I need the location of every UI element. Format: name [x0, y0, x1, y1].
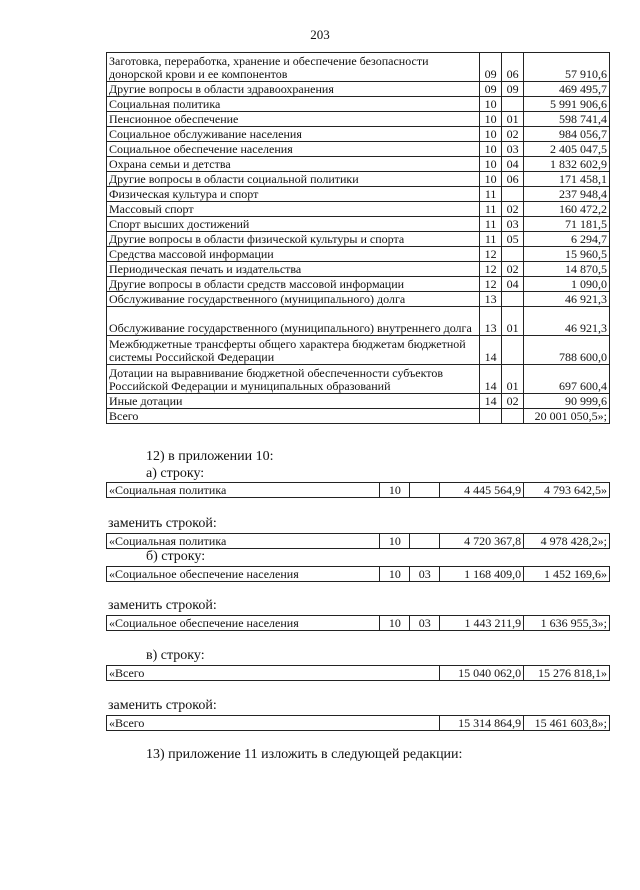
cell-sum: 598 741,4 [524, 112, 610, 127]
row-pr [410, 534, 440, 549]
table-row [107, 202, 610, 217]
cell-pr [502, 409, 524, 424]
row-rz: 10 [380, 483, 410, 498]
table-row [107, 53, 610, 82]
cell-sum: 15 960,5 [524, 247, 610, 262]
row-name: «Всего [107, 666, 440, 681]
row-value-2: 1 636 955,3»; [524, 616, 610, 631]
cell-rz: 12 [480, 277, 502, 292]
cell-rz: 10 [480, 172, 502, 187]
item-a-label: а) строку: [146, 466, 205, 481]
cell-name: Массовый спорт [107, 202, 480, 217]
cell-pr: 04 [502, 157, 524, 172]
table-row [107, 365, 610, 394]
cell-sum: 57 910,6 [524, 53, 610, 82]
row-pr [410, 483, 440, 498]
cell-name: Социальное обеспечение населения [107, 142, 480, 157]
cell-pr [502, 336, 524, 365]
cell-name: Периодическая печать и издательства [107, 262, 480, 277]
budget-table [106, 52, 610, 424]
cell-name: Межбюджетные трансферты общего характера бюджетам бюджетной системы Российской Федерации [107, 336, 480, 365]
cell-rz: 09 [480, 53, 502, 82]
cell-pr: 04 [502, 277, 524, 292]
cell-pr: 02 [502, 202, 524, 217]
page-number: 203 [310, 27, 330, 42]
cell-sum: 14 870,5 [524, 262, 610, 277]
row-value-2: 1 452 169,6» [524, 567, 610, 582]
row-name: «Социальное обеспечение населения [107, 567, 380, 582]
cell-pr: 01 [502, 365, 524, 394]
cell-sum: 788 600,0 [524, 336, 610, 365]
cell-name: Другие вопросы в области средств массовой информации [107, 277, 480, 292]
cell-sum: 160 472,2 [524, 202, 610, 217]
cell-sum: 71 181,5 [524, 217, 610, 232]
cell-rz: 12 [480, 247, 502, 262]
row-c-old [106, 665, 610, 681]
section12-heading: 12) в приложении 10: [146, 449, 274, 464]
cell-rz: 11 [480, 217, 502, 232]
table-row [107, 157, 610, 172]
cell-pr: 02 [502, 262, 524, 277]
table-row [107, 112, 610, 127]
row-value-2: 15 276 818,1» [524, 666, 610, 681]
cell-pr: 02 [502, 394, 524, 409]
table-row [107, 394, 610, 409]
cell-sum: 2 405 047,5 [524, 142, 610, 157]
row-name: «Всего [107, 716, 440, 731]
cell-name: Обслуживание государственного (муниципального) долга [107, 292, 480, 307]
cell-name: Иные дотации [107, 394, 480, 409]
table-row [107, 172, 610, 187]
table-row [107, 247, 610, 262]
cell-pr: 03 [502, 142, 524, 157]
cell-pr: 03 [502, 217, 524, 232]
cell-name: Социальное обслуживание населения [107, 127, 480, 142]
cell-pr: 02 [502, 127, 524, 142]
table-row [107, 262, 610, 277]
cell-rz: 11 [480, 202, 502, 217]
cell-sum: 90 999,6 [524, 394, 610, 409]
cell-sum: 1 832 602,9 [524, 157, 610, 172]
table-row [107, 409, 610, 424]
table-row [107, 307, 610, 336]
cell-rz: 13 [480, 307, 502, 336]
cell-sum: 237 948,4 [524, 187, 610, 202]
cell-pr: 06 [502, 172, 524, 187]
cell-rz [480, 409, 502, 424]
cell-sum: 5 991 906,6 [524, 97, 610, 112]
cell-name: Пенсионное обеспечение [107, 112, 480, 127]
table-row [107, 292, 610, 307]
item-c-label: в) строку: [146, 648, 205, 663]
row-value-1: 15 040 062,0 [440, 666, 524, 681]
cell-rz: 10 [480, 142, 502, 157]
row-rz: 10 [380, 534, 410, 549]
row-pr: 03 [410, 567, 440, 582]
table-row [107, 187, 610, 202]
cell-rz: 10 [480, 127, 502, 142]
replace-label-2: заменить строкой: [108, 598, 217, 613]
cell-pr [502, 97, 524, 112]
row-name: «Социальная политика [107, 483, 380, 498]
row-value-2: 4 793 642,5» [524, 483, 610, 498]
cell-rz: 14 [480, 365, 502, 394]
row-name: «Социальное обеспечение населения [107, 616, 380, 631]
row-value-1: 4 720 367,8 [440, 534, 524, 549]
table-row [107, 336, 610, 365]
cell-name: Другие вопросы в области социальной политики [107, 172, 480, 187]
cell-name: Другие вопросы в области здравоохранения [107, 82, 480, 97]
table-row [107, 97, 610, 112]
row-value-1: 1 168 409,0 [440, 567, 524, 582]
cell-sum: 46 921,3 [524, 307, 610, 336]
cell-rz: 12 [480, 262, 502, 277]
row-b-old [106, 566, 610, 582]
row-c-new [106, 715, 610, 731]
cell-rz: 10 [480, 112, 502, 127]
cell-rz: 10 [480, 157, 502, 172]
replace-label-3: заменить строкой: [108, 698, 217, 713]
cell-rz: 09 [480, 82, 502, 97]
row-pr: 03 [410, 616, 440, 631]
cell-rz: 14 [480, 336, 502, 365]
cell-sum: 6 294,7 [524, 232, 610, 247]
section13-text: 13) приложение 11 изложить в следующей редакции: [146, 747, 463, 762]
cell-rz: 11 [480, 232, 502, 247]
cell-sum: 469 495,7 [524, 82, 610, 97]
cell-name: Заготовка, переработка, хранение и обеспечение безопасности донорской крови и ее компонентов [107, 53, 480, 82]
cell-rz: 11 [480, 187, 502, 202]
row-a-new [106, 533, 610, 549]
item-b-label: б) строку: [146, 549, 206, 564]
cell-name: Другие вопросы в области физической культуры и спорта [107, 232, 480, 247]
cell-name: Средства массовой информации [107, 247, 480, 262]
table-row [107, 217, 610, 232]
cell-sum: 697 600,4 [524, 365, 610, 394]
row-value-1: 1 443 211,9 [440, 616, 524, 631]
cell-sum: 20 001 050,5»; [524, 409, 610, 424]
cell-name: Обслуживание государственного (муниципального) внутреннего долга [107, 307, 480, 336]
cell-pr [502, 292, 524, 307]
cell-pr: 06 [502, 53, 524, 82]
row-rz: 10 [380, 616, 410, 631]
cell-name: Физическая культура и спорт [107, 187, 480, 202]
row-value-1: 15 314 864,9 [440, 716, 524, 731]
cell-sum: 171 458,1 [524, 172, 610, 187]
row-value-1: 4 445 564,9 [440, 483, 524, 498]
cell-sum: 984 056,7 [524, 127, 610, 142]
cell-rz: 10 [480, 97, 502, 112]
cell-name: Охрана семьи и детства [107, 157, 480, 172]
row-a-old [106, 482, 610, 498]
row-value-2: 15 461 603,8»; [524, 716, 610, 731]
cell-name: Социальная политика [107, 97, 480, 112]
cell-pr [502, 247, 524, 262]
replace-label-1: заменить строкой: [108, 516, 217, 531]
row-value-2: 4 978 428,2»; [524, 534, 610, 549]
row-b-new [106, 615, 610, 631]
cell-pr: 01 [502, 307, 524, 336]
cell-pr [502, 187, 524, 202]
table-row [107, 277, 610, 292]
cell-pr: 05 [502, 232, 524, 247]
cell-name: Всего [107, 409, 480, 424]
table-row [107, 127, 610, 142]
cell-name: Дотации на выравнивание бюджетной обеспеченности субъектов Российской Федерации и муниципальных образований [107, 365, 480, 394]
cell-pr: 09 [502, 82, 524, 97]
row-rz: 10 [380, 567, 410, 582]
table-row [107, 82, 610, 97]
cell-rz: 13 [480, 292, 502, 307]
table-row [107, 232, 610, 247]
cell-name: Спорт высших достижений [107, 217, 480, 232]
cell-sum: 1 090,0 [524, 277, 610, 292]
cell-rz: 14 [480, 394, 502, 409]
cell-pr: 01 [502, 112, 524, 127]
cell-sum: 46 921,3 [524, 292, 610, 307]
row-name: «Социальная политика [107, 534, 380, 549]
table-row [107, 142, 610, 157]
